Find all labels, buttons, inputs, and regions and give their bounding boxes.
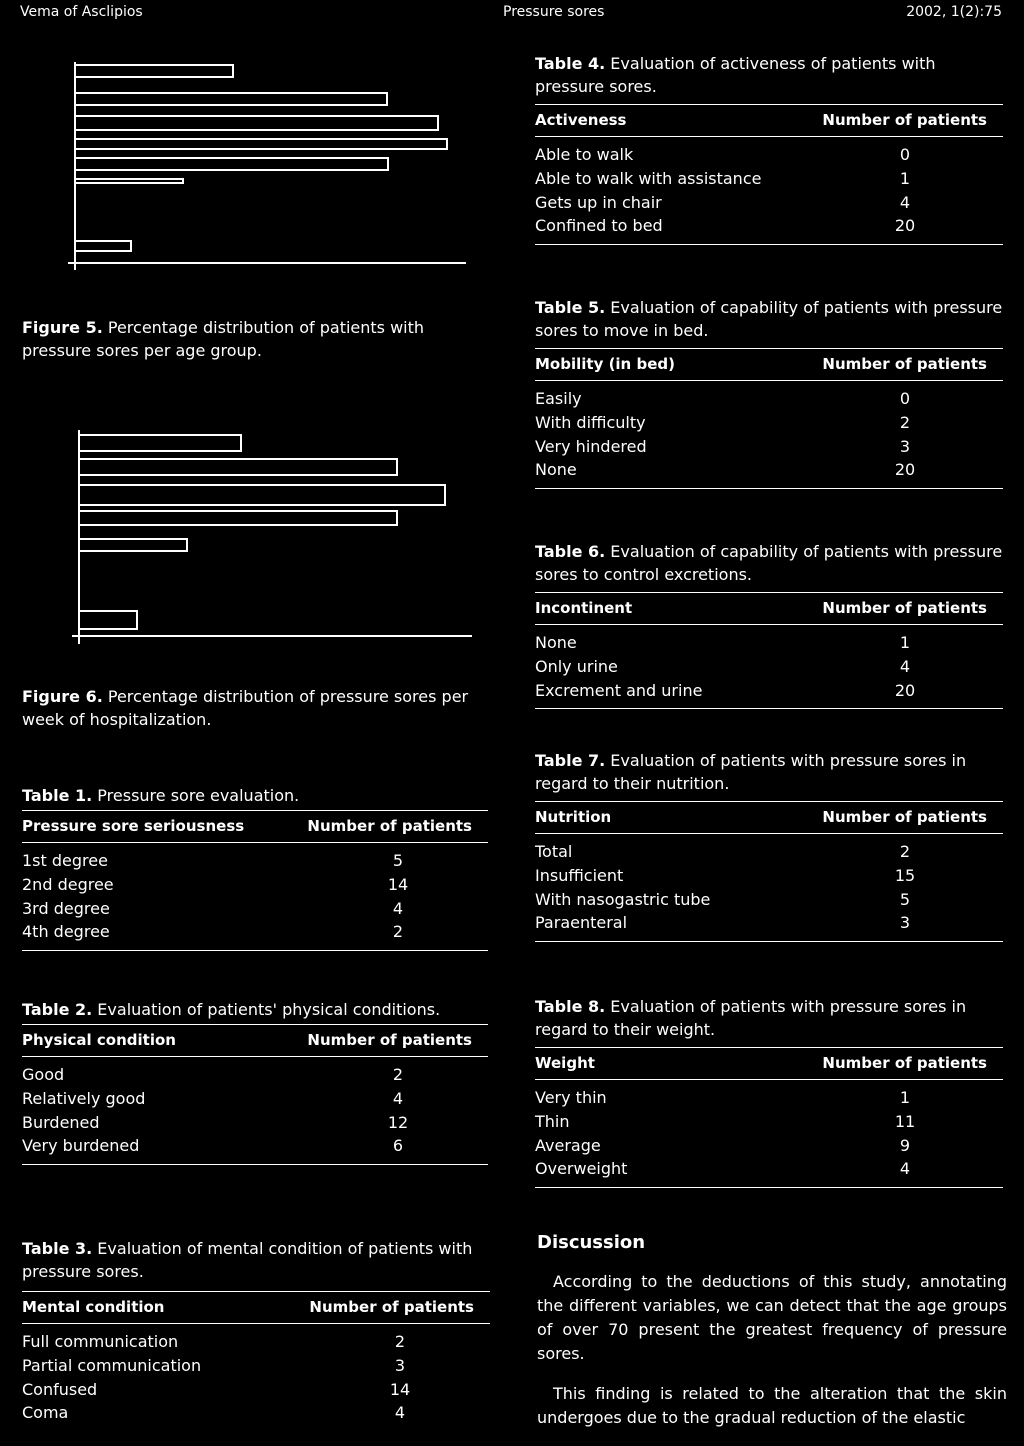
table-6: Table 6. Evaluation of capability of patients with pressure sores to control excretions. Incontinent Number of patients None 1 Only urine 4 Excrement and urine 20 [535,540,1003,709]
issue-info: 2002, 1(2):75 [906,4,1002,20]
table-row: Able to walk with assistance 1 [535,168,911,188]
table-row: Confused 14 [22,1379,411,1399]
table-row: Gets up in chair 4 [535,192,911,212]
table-row: Total 2 [535,842,911,861]
table-row: 2nd degree 14 [22,874,409,894]
table-5: Table 5. Evaluation of capability of patients with pressure sores to move in bed. Mobility (in bed) Number of patients Easily 0 With difficulty 2 Very hindered 3 None 20 [535,296,1003,489]
table-row: Insufficient 15 [535,865,916,885]
table-row: With nasogastric tube 5 [535,889,911,909]
table-row: Thin 11 [535,1111,916,1131]
table-row: Easily 0 [535,389,911,408]
table-row: 3rd degree 4 [22,898,404,918]
table-row: None 1 [535,633,911,652]
table-row: Paraenteral 3 [535,913,911,933]
figure-6-caption: Figure 6. Percentage distribution of pressure sores per week of hospitalization. [22,687,469,729]
table-2: Table 2. Evaluation of patients' physical conditions. Physical condition Number of patients Good 2 Relatively good 4 Burdened 12 Very burdened 6 [22,998,488,1165]
table-3: Table 3. Evaluation of mental condition of patients with pressure sores. Mental condition Number of patients Full communication 2 Partial communication 3 Confused 14 Coma 4 [22,1237,490,1431]
table-8: Table 8. Evaluation of patients with pressure sores in regard to their weight. Weight Number of patients Very thin 1 Thin 11 Average 9 Overweight 4 [535,995,1003,1188]
table-row: With difficulty 2 [535,412,911,432]
table-4: Table 4. Evaluation of activeness of patients with pressure sores. Activeness Number of patients Able to walk 0 Able to walk with assistance 1 Gets up in chair 4 Confined to bed 20 [535,52,1003,245]
table-row: 4th degree 2 [22,922,404,942]
table-row: None 20 [535,460,916,480]
figure-6-graphic [66,420,486,650]
running-title: Pressure sores [503,4,605,20]
table-row: Overweight 4 [535,1159,911,1179]
table-7: Table 7. Evaluation of patients with pressure sores in regard to their nutrition. Nutrition Number of patients Total 2 Insufficient 15 With nasogastric tube 5 Paraenteral 3 [535,749,1003,942]
discussion-heading: Discussion [537,1232,646,1253]
table-row: Relatively good 4 [22,1088,404,1108]
table-row: Very burdened 6 [22,1136,404,1156]
table-row: Confined to bed 20 [535,216,916,236]
table-row: Able to walk 0 [535,145,911,164]
table-row: 1st degree 5 [22,851,404,870]
table-row: Coma 4 [22,1403,406,1423]
discussion-paragraph-1: According to the deductions of this study, annotating the different variables, we can detect that the age groups of over 70 present the greatest frequency of pressure sores. [537,1272,1007,1363]
journal-name: Vema of Asclipios [20,4,143,20]
table-row: Only urine 4 [535,656,911,676]
figure-5-graphic [60,50,480,275]
figure-5-caption: Figure 5. Percentage distribution of patients with pressure sores per age group. [22,318,425,360]
table-row: Very thin 1 [535,1088,911,1107]
discussion-paragraph-2: This finding is related to the alteration that the skin undergoes due to the gradual reduction of the elastic [537,1384,1007,1427]
table-row: Average 9 [535,1135,911,1155]
table-row: Partial communication 3 [22,1355,406,1375]
table-row: Excrement and urine 20 [535,680,916,700]
table-row: Full communication 2 [22,1332,406,1351]
table-1: Table 1. Pressure sore evaluation. Pressure sore seriousness Number of patients 1st degree 5 2nd degree 14 3rd degree 4 4th degree 2 [22,784,488,951]
table-row: Good 2 [22,1065,404,1084]
table-row: Burdened 12 [22,1112,409,1132]
table-row: Very hindered 3 [535,436,911,456]
